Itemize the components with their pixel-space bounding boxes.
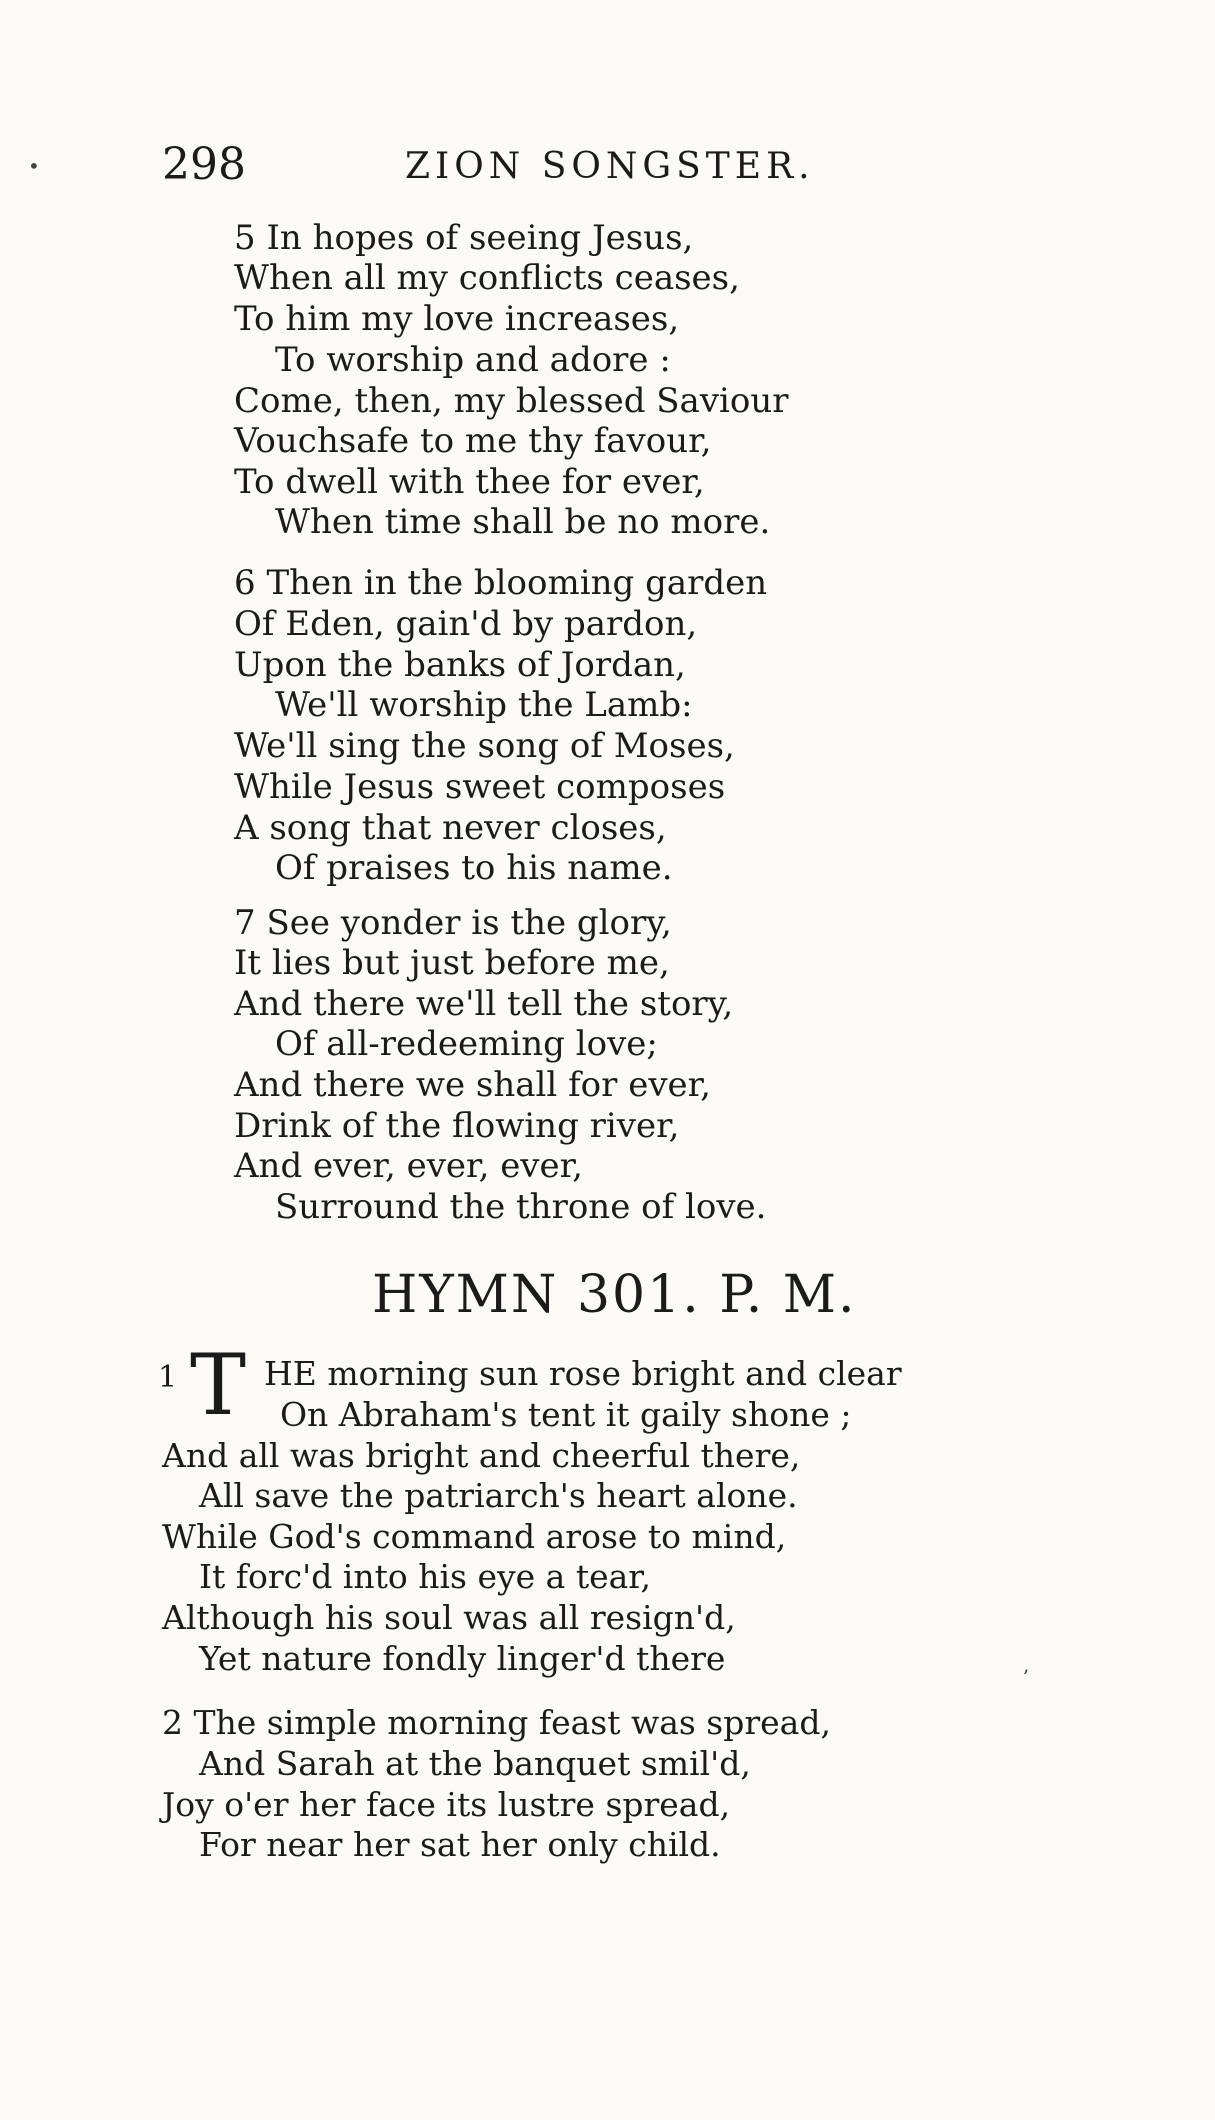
verse-line: We'll worship the Lamb:	[275, 685, 693, 725]
verse-line: When time shall be no more.	[275, 502, 771, 542]
verse-line: Although his soul was all resign'd,	[162, 1598, 736, 1637]
verse-line: Of all-redeeming love;	[275, 1024, 658, 1064]
print-speck: ʼ	[1022, 1665, 1029, 1689]
verse-line: Vouchsafe to me thy favour,	[234, 421, 712, 461]
verse-line: Come, then, my blessed Saviour	[234, 381, 789, 421]
verse-line: For near her sat her only child.	[199, 1825, 721, 1864]
verse-line: 5 In hopes of seeing Jesus,	[234, 218, 694, 258]
verse-line: We'll sing the song of Moses,	[234, 726, 735, 766]
verse-line: On Abraham's tent it gaily shone ;	[280, 1395, 852, 1434]
verse-line: Yet nature fondly linger'd there	[199, 1639, 726, 1678]
verse-line: 6 Then in the blooming garden	[234, 563, 768, 603]
verse-line: To dwell with thee for ever,	[234, 462, 705, 502]
page-number: 298	[162, 139, 246, 190]
verse-line: It forc'd into his eye a tear,	[199, 1557, 651, 1596]
verse-line: It lies but just before me,	[234, 943, 670, 983]
page-header	[0, 140, 1215, 190]
verse-line: Of praises to his name.	[275, 848, 673, 888]
verse-line: Upon the banks of Jordan,	[234, 645, 686, 685]
verse-line: And all was bright and cheerful there,	[162, 1436, 801, 1475]
verse-line: All save the patriarch's heart alone.	[199, 1476, 798, 1515]
verse-line: While Jesus sweet composes	[234, 767, 726, 807]
verse-line: Joy o'er her face its lustre spread,	[162, 1785, 731, 1824]
print-speck: •	[28, 154, 40, 178]
verse-line: While God's command arose to mind,	[162, 1517, 787, 1556]
verse-line: 7 See yonder is the glory,	[234, 903, 672, 943]
running-title: ZION SONGSTER.	[405, 146, 815, 187]
hymn-title: HYMN 301. P. M.	[372, 1265, 857, 1325]
verse-line: And there we shall for ever,	[234, 1065, 711, 1105]
verse-line: And ever, ever, ever,	[234, 1146, 583, 1186]
stanza-number: 1	[158, 1360, 178, 1395]
verse-line: And there we'll tell the story,	[234, 984, 734, 1024]
verse-line: Surround the throne of love.	[275, 1187, 767, 1227]
verse-line: When all my conflicts ceases,	[234, 258, 740, 298]
verse-line: And Sarah at the banquet smil'd,	[199, 1744, 751, 1783]
verse-line: To worship and adore :	[275, 340, 671, 380]
drop-cap: T	[190, 1336, 247, 1434]
verse-line: Of Eden, gain'd by pardon,	[234, 604, 698, 644]
verse-line: A song that never closes,	[234, 808, 667, 848]
verse-line: 2 The simple morning feast was spread,	[162, 1703, 831, 1742]
verse-line: HE morning sun rose bright and clear	[264, 1354, 902, 1393]
verse-line: To him my love increases,	[234, 299, 680, 339]
verse-line: Drink of the flowing river,	[234, 1106, 680, 1146]
